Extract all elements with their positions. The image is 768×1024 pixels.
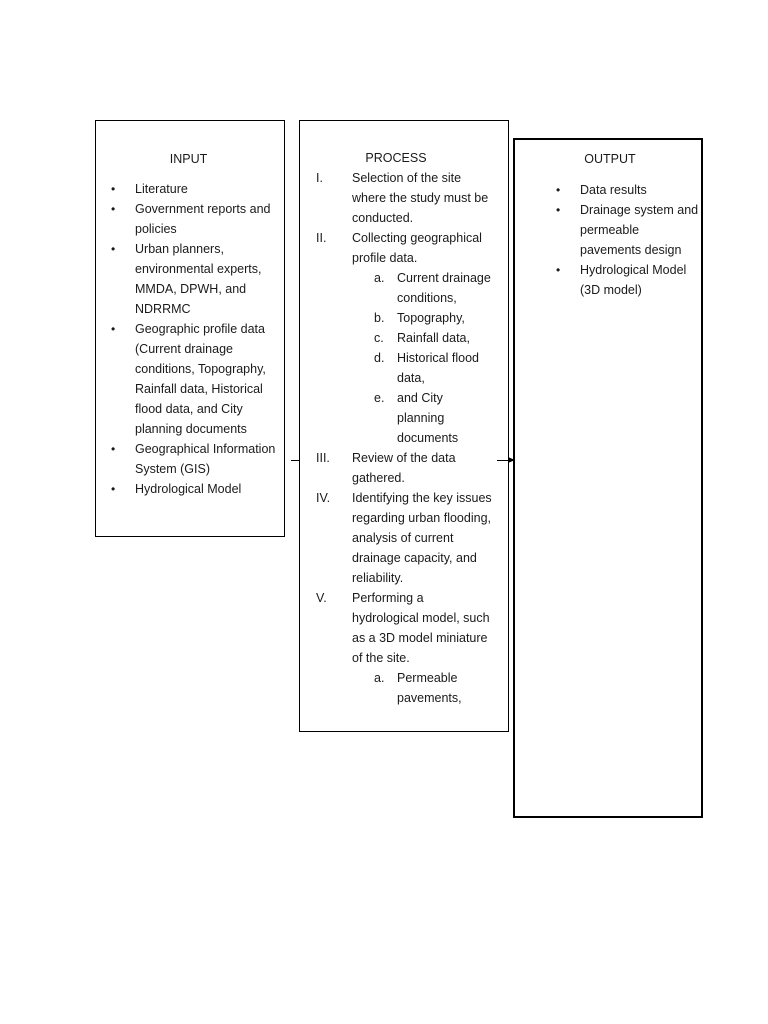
process-step-text: Review of the data gathered. xyxy=(352,451,456,485)
input-title: INPUT xyxy=(169,152,208,166)
process-substep xyxy=(374,668,492,708)
bullet-icon: • xyxy=(111,482,116,496)
input-item-text: Geographic profile data (Current drainage conditions, Topography, Rainfall data, Historical flood data, and City planning documents xyxy=(135,322,266,436)
output-item xyxy=(556,260,700,300)
process-step xyxy=(316,588,492,708)
process-step xyxy=(316,488,492,588)
input-box xyxy=(95,120,285,537)
input-item-text: Geographical Information System (GIS) xyxy=(135,442,276,476)
output-item xyxy=(556,200,700,260)
bullet-icon: • xyxy=(111,202,116,216)
process-step-text: Identifying the key issues regarding urban flooding, analysis of current drainage capacity, and reliability. xyxy=(352,491,492,585)
input-item xyxy=(111,439,280,479)
output-item-text: Data results xyxy=(580,183,647,197)
output-item-text: Hydrological Model (3D model) xyxy=(580,263,687,297)
process-substeps xyxy=(374,268,492,448)
input-item xyxy=(111,319,280,439)
bullet-icon: • xyxy=(111,242,116,256)
bullet-icon: • xyxy=(556,263,561,277)
output-item xyxy=(556,180,700,200)
process-substep-letter: a. xyxy=(374,271,385,285)
process-substeps xyxy=(374,668,492,708)
process-step-number: IV. xyxy=(316,491,331,505)
input-item xyxy=(111,199,280,239)
process-step xyxy=(316,168,492,228)
process-substep xyxy=(374,388,492,448)
output-item-text: Drainage system and permeable pavements design xyxy=(580,203,699,257)
arrow-process-to-output xyxy=(497,460,514,461)
process-step-text: Performing a hydrological model, such as a 3D model miniature of the site. xyxy=(352,591,490,665)
input-item-text: Literature xyxy=(135,182,188,196)
process-list xyxy=(316,168,492,708)
input-item-text: Urban planners, environmental experts, MMDA, DPWH, and NDRRMC xyxy=(135,242,262,316)
process-substep-letter: b. xyxy=(374,311,385,325)
process-step-number: II. xyxy=(316,231,327,245)
process-substep-text: Rainfall data, xyxy=(397,331,470,345)
input-item xyxy=(111,239,280,319)
process-substep-text: Current drainage conditions, xyxy=(397,271,491,305)
input-item xyxy=(111,179,280,199)
input-item-text: Government reports and policies xyxy=(135,202,271,236)
process-step-text: Collecting geographical profile data. xyxy=(352,231,482,265)
output-title: OUTPUT xyxy=(584,152,636,166)
bullet-icon: • xyxy=(111,322,116,336)
process-substep xyxy=(374,268,492,308)
bullet-icon: • xyxy=(556,183,561,197)
process-substep xyxy=(374,348,492,388)
process-substep-text: Historical flood data, xyxy=(397,351,479,385)
process-step-text: Selection of the site where the study must be conducted. xyxy=(352,171,489,225)
bullet-icon: • xyxy=(111,442,116,456)
process-substep-text: Permeable pavements, xyxy=(397,671,462,705)
output-box xyxy=(513,138,703,818)
process-substep xyxy=(374,308,492,328)
bullet-icon: • xyxy=(556,203,561,217)
process-step xyxy=(316,448,492,488)
process-substep-text: Topography, xyxy=(397,311,465,325)
process-substep-letter: d. xyxy=(374,351,385,365)
input-item xyxy=(111,479,280,499)
process-title: PROCESS xyxy=(365,151,427,165)
process-substep-letter: a. xyxy=(374,671,385,685)
bullet-icon: • xyxy=(111,182,116,196)
process-step-number: V. xyxy=(316,591,327,605)
input-list xyxy=(111,179,280,499)
process-substep xyxy=(374,328,492,348)
process-substep-text: and City planning documents xyxy=(397,391,459,445)
process-step-number: I. xyxy=(316,171,323,185)
process-step-number: III. xyxy=(316,451,330,465)
process-substep-letter: e. xyxy=(374,391,385,405)
output-list xyxy=(556,180,700,300)
input-item-text: Hydrological Model xyxy=(135,482,242,496)
process-step xyxy=(316,228,492,448)
process-substep-letter: c. xyxy=(374,331,384,345)
process-box xyxy=(299,120,509,732)
